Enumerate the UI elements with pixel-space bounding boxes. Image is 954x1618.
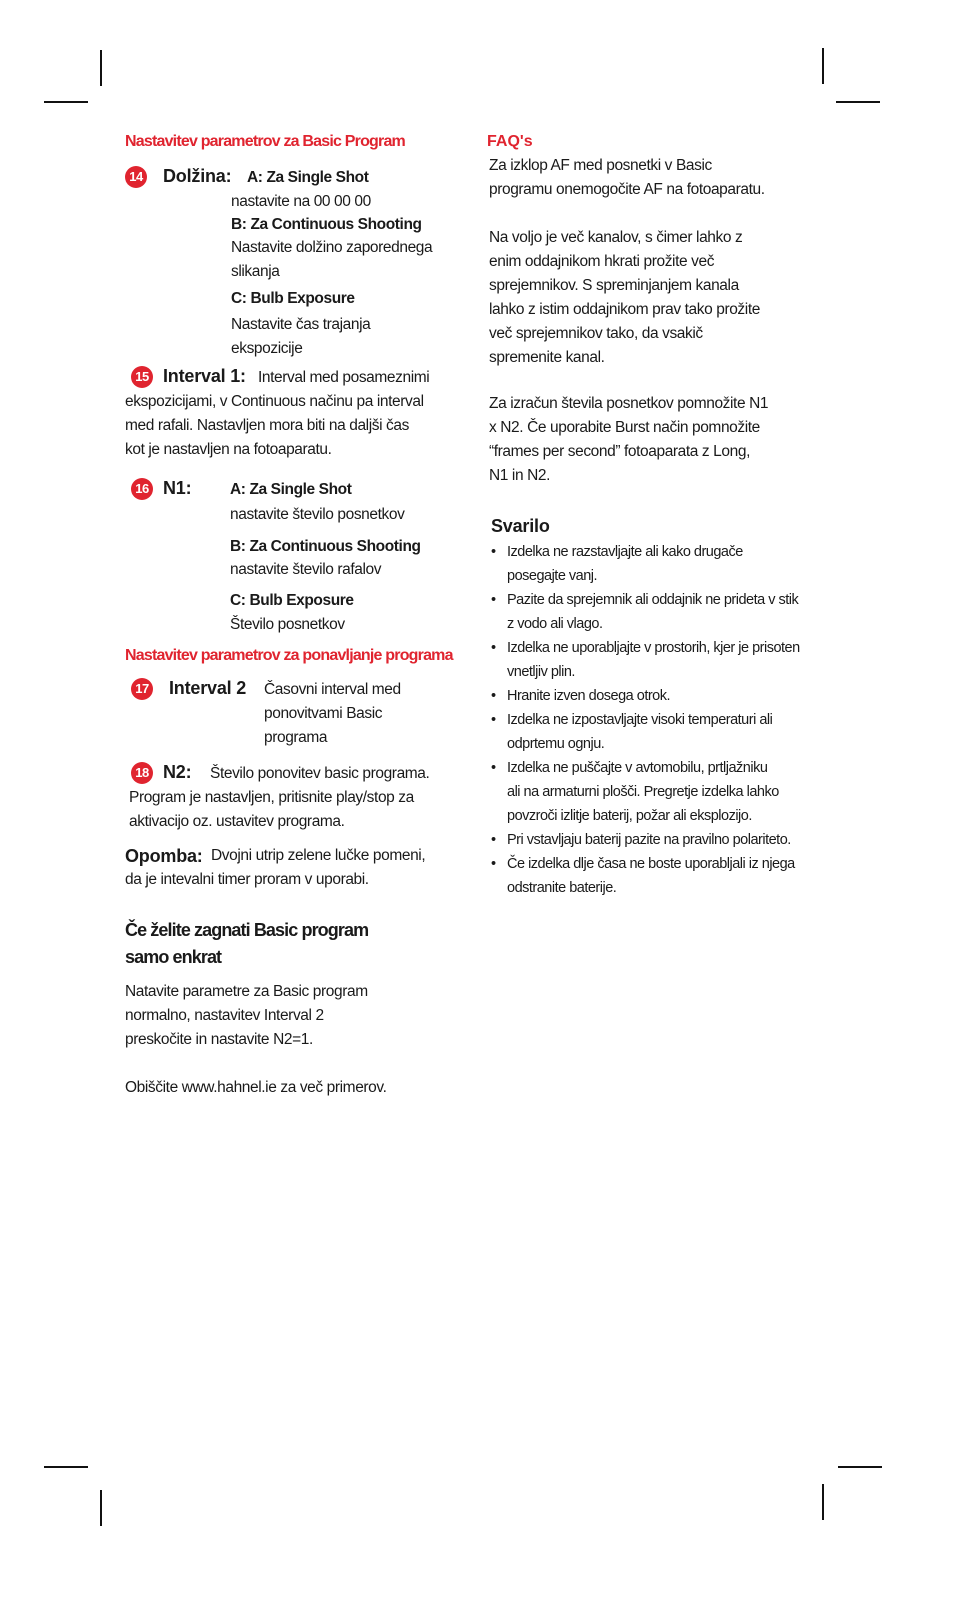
faq-paragraph <box>489 154 765 202</box>
warning-title: Svarilo <box>491 516 550 536</box>
faq-line: več sprejemnikov tako, da vsakič <box>489 325 703 342</box>
item-label: Dolžina: <box>163 166 232 186</box>
note-label: Opomba: <box>125 846 203 866</box>
item-text: Časovni interval med <box>264 681 401 698</box>
faq-paragraph <box>489 392 768 488</box>
faq-paragraph <box>489 226 760 370</box>
faq-line: lahko z istim oddajnikom prav tako prožite <box>489 301 760 318</box>
warning-item <box>489 708 829 756</box>
option-text: ekspozicije <box>231 340 303 357</box>
item-text: ekspozicijami, v Continuous načinu pa interval <box>125 393 424 410</box>
item-label: N2: <box>163 762 192 782</box>
warning-line: • Hranite izven dosega otrok. <box>507 688 671 704</box>
number-badge: 14 <box>125 166 147 188</box>
faq-line: Za izračun števila posnetkov pomnožite N1 <box>489 395 769 412</box>
run-once-text: Natavite parametre za Basic program <box>125 983 368 1000</box>
warning-line: z vodo ali vlago. <box>507 616 603 632</box>
item-text: aktivacijo oz. ustavitev programa. <box>129 813 345 830</box>
faq-line: “frames per second” fotoaparata z Long, <box>489 443 750 460</box>
item-text: med rafali. Nastavljen mora biti na daljši čas <box>125 417 409 434</box>
option-title: B: Za Continuous Shooting <box>230 538 421 555</box>
faq-title: FAQ's <box>487 133 533 150</box>
run-once-text: preskočite in nastavite N2=1. <box>125 1031 313 1048</box>
item-text: Interval med posameznimi <box>258 369 430 386</box>
faq-line: enim oddajnikom hkrati prožite več <box>489 253 715 270</box>
run-once-text: normalno, nastavitev Interval 2 <box>125 1007 324 1024</box>
option-text: Število posnetkov <box>230 616 345 633</box>
warning-item <box>489 852 829 900</box>
warning-line: • Če izdelka dlje časa ne boste uporabljali iz njega <box>507 856 795 872</box>
item-text: programa <box>264 729 328 746</box>
faq-line: N1 in N2. <box>489 467 551 484</box>
option-text: nastavite število rafalov <box>230 561 382 578</box>
warning-line: odprtemu ognju. <box>507 736 605 752</box>
warning-line: posegajte vanj. <box>507 568 598 584</box>
option-title: A: Za Single Shot <box>247 169 369 186</box>
number-badge: 16 <box>131 478 153 500</box>
faq-line: x N2. Če uporabite Burst način pomnožite <box>489 419 760 436</box>
faq-line: programu onemogočite AF na fotoaparatu. <box>489 181 765 198</box>
warning-line: • Izdelka ne izpostavljajte visoki temperaturi ali <box>507 712 773 728</box>
warning-item <box>489 828 829 852</box>
option-title: A: Za Single Shot <box>230 481 352 498</box>
crop-mark <box>100 50 102 86</box>
run-once-title: Če želite zagnati Basic program <box>125 920 369 940</box>
warning-line: • Izdelka ne razstavljajte ali kako drugače <box>507 544 743 560</box>
section-title-basic-program: Nastavitev parametrov za Basic Program <box>125 133 405 150</box>
warning-line: odstranite baterije. <box>507 880 617 896</box>
warning-line: vnetljiv plin. <box>507 664 575 680</box>
warning-line: povzroči izlitje baterij, požar ali eksplozijo. <box>507 808 752 824</box>
option-text: Nastavite čas trajanja <box>231 316 371 333</box>
warning-item <box>489 540 829 588</box>
faq-line: spremenite kanal. <box>489 349 605 366</box>
crop-mark <box>100 1490 102 1526</box>
item-label: N1: <box>163 478 192 498</box>
faq-line: sprejemnikov. S spreminjanjem kanala <box>489 277 739 294</box>
item-text: kot je nastavljen na fotoaparatu. <box>125 441 332 458</box>
item-label: Interval 1: <box>163 366 246 386</box>
faq-line: Za izklop AF med posnetki v Basic <box>489 157 712 174</box>
crop-mark <box>822 1484 824 1520</box>
warning-item <box>489 756 829 828</box>
warning-line: • Izdelka ne uporabljajte v prostorih, kjer je prisoten <box>507 640 800 656</box>
note-text: da je intevalni timer proram v uporabi. <box>125 871 369 888</box>
number-badge: 18 <box>131 762 153 784</box>
warning-line: ali na armaturni plošči. Pregretje izdelka lahko <box>507 784 779 800</box>
warning-list <box>489 540 829 900</box>
item-text: ponovitvami Basic <box>264 705 383 722</box>
item-text: Program je nastavljen, pritisnite play/stop za <box>129 789 414 806</box>
crop-mark <box>822 48 824 84</box>
option-text: nastavite število posnetkov <box>230 506 405 523</box>
number-badge: 15 <box>131 366 153 388</box>
option-title: C: Bulb Exposure <box>231 290 355 307</box>
crop-mark <box>838 1466 882 1468</box>
visit-text: Obiščite www.hahnel.ie za več primerov. <box>125 1079 387 1096</box>
option-text: Nastavite dolžino zaporednega <box>231 239 433 256</box>
warning-line: • Izdelka ne puščajte v avtomobilu, prtljažniku <box>507 760 768 776</box>
number-badge: 17 <box>131 678 153 700</box>
item-text: Število ponovitev basic programa. <box>210 765 430 782</box>
note-text: Dvojni utrip zelene lučke pomeni, <box>211 847 426 864</box>
run-once-title: samo enkrat <box>125 947 222 967</box>
item-label: Interval 2 <box>169 678 247 698</box>
option-title: C: Bulb Exposure <box>230 592 354 609</box>
option-text: nastavite na 00 00 00 <box>231 193 371 210</box>
section-title-repeat-program: Nastavitev parametrov za ponavljanje programa <box>125 647 453 664</box>
crop-mark <box>836 101 880 103</box>
option-title: B: Za Continuous Shooting <box>231 216 422 233</box>
warning-item <box>489 588 829 636</box>
warning-item <box>489 636 829 684</box>
crop-mark <box>44 101 88 103</box>
warning-line: • Pri vstavljaju baterij pazite na pravilno polariteto. <box>507 832 791 848</box>
option-text: slikanja <box>231 263 280 280</box>
crop-mark <box>44 1466 88 1468</box>
warning-line: • Pazite da sprejemnik ali oddajnik ne prideta v stik <box>507 592 799 608</box>
warning-item <box>489 684 829 708</box>
faq-line: Na voljo je več kanalov, s čimer lahko z <box>489 229 743 246</box>
